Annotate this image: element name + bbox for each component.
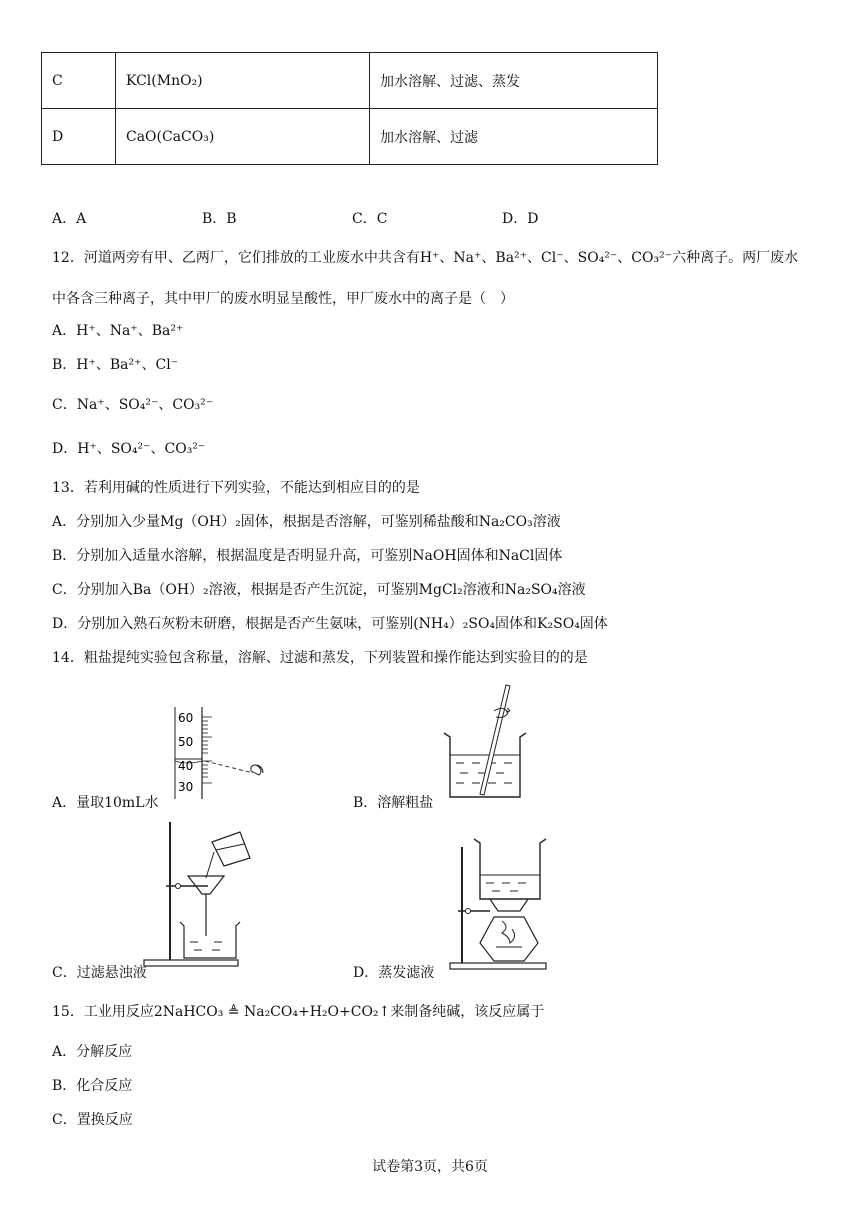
q14-label-d: D．蒸发滤液	[353, 965, 435, 981]
table-cell-label: D	[42, 109, 116, 165]
q11-option-a: A．A	[52, 211, 87, 227]
q12-stem-line1	[52, 248, 798, 268]
q14-label-a: A．量取10mL水	[52, 795, 159, 811]
q13-option-c: C．分别加入Ba（OH）₂溶液，根据是否产生沉淀，可鉴别MgCl₂溶液和Na₂SO₄溶液	[52, 582, 586, 598]
q12-option-a: A．H⁺、Na⁺、Ba²⁺	[52, 323, 184, 339]
q13-option-a: A．分别加入少量Mg（OH）₂固体，根据是否溶解，可鉴别稀盐酸和Na₂CO₃溶液	[52, 514, 561, 530]
cylinder-tick-60: 60	[178, 711, 194, 725]
table-cell-label: C	[42, 53, 116, 109]
q15-suffix: 来制备纯碱，该反应属于	[390, 1004, 545, 1020]
table-cell-substance: CaO(CaCO₃)	[116, 109, 370, 165]
q14-label-c: C．过滤悬浊液	[52, 965, 147, 981]
page-footer: 试卷第3页，共6页	[372, 1159, 488, 1175]
q12-stem-line2: 中各含三种离子，其中甲厂的废水明显呈酸性，甲厂废水中的离子是（ ）	[52, 291, 514, 307]
q14-stem: 14．粗盐提纯实验包含称量，溶解、过滤和蒸发，下列装置和操作能达到实验目的的是	[52, 650, 588, 666]
beaker-stirring-figure	[440, 683, 530, 803]
q13-stem: 13．若利用碱的性质进行下列实验，不能达到相应目的的是	[52, 480, 420, 496]
q15-option-a: A．分解反应	[52, 1044, 133, 1060]
answer-table	[41, 52, 658, 165]
q13-option-b: B．分别加入适量水溶解，根据温度是否明显升高，可鉴别NaOH固体和NaCl固体	[52, 548, 563, 564]
q11-option-d: D．D	[502, 211, 539, 227]
q12-suffix: 六种离子。两厂废水	[672, 250, 799, 266]
cylinder-tick-30: 30	[178, 780, 194, 794]
q15-equation: 2NaHCO₃ ≜ Na₂CO₄+H₂O+CO₂↑	[153, 1004, 391, 1020]
evaporation-figure	[446, 835, 556, 975]
q12-ions: H⁺、Na⁺、Ba²⁺、Cl⁻、SO₄²⁻、CO₃²⁻	[419, 250, 673, 266]
table-cell-substance: KCl(MnO₂)	[116, 53, 370, 109]
table-cell-method: 加水溶解、过滤、蒸发	[370, 53, 658, 109]
q15-option-b: B．化合反应	[52, 1078, 133, 1094]
q15-stem	[52, 1002, 544, 1022]
q12-option-c: C．Na⁺、SO₄²⁻、CO₃²⁻	[52, 397, 214, 413]
q15-prefix: 15．工业用反应	[52, 1004, 154, 1020]
q15-option-c: C．置换反应	[52, 1112, 133, 1128]
q12-prefix: 12．河道两旁有甲、乙两厂，它们排放的工业废水中共含有	[52, 250, 420, 266]
table-row	[42, 109, 658, 165]
q12-option-b: B．H⁺、Ba²⁺、Cl⁻	[52, 357, 179, 373]
q11-option-b: B．B	[202, 211, 237, 227]
table-cell-method: 加水溶解、过滤	[370, 109, 658, 165]
filtration-figure	[140, 818, 260, 968]
q13-option-d: D．分别加入熟石灰粉末研磨，根据是否产生氨味，可鉴别(NH₄）₂SO₄固体和K₂SO₄固体	[52, 616, 608, 632]
cylinder-tick-50: 50	[178, 735, 194, 749]
table-row	[42, 53, 658, 109]
q14-label-b: B．溶解粗盐	[353, 795, 434, 811]
cylinder-tick-40: 40	[178, 759, 194, 773]
q12-option-d: D．H⁺、SO₄²⁻、CO₃²⁻	[52, 441, 206, 457]
graduated-cylinder-figure	[165, 705, 285, 801]
q11-option-c: C．C	[352, 211, 388, 227]
